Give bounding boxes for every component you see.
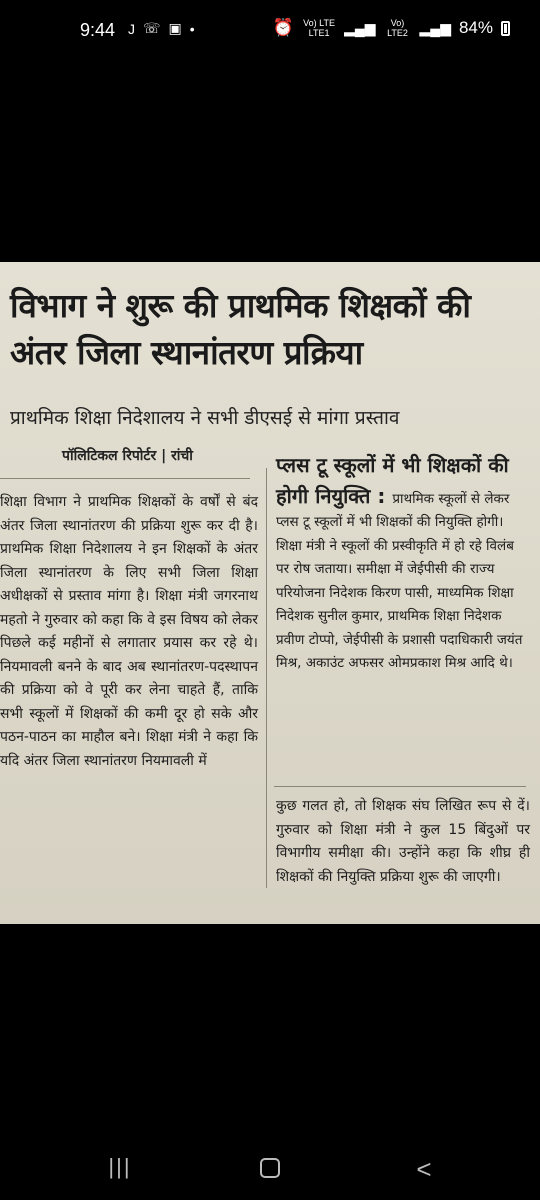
newspaper-photo[interactable] bbox=[0, 262, 540, 924]
notification-icons bbox=[128, 20, 195, 37]
signal-icon-2: ▂▄▆ bbox=[419, 19, 451, 36]
whatsapp-icon: ☏ bbox=[143, 20, 161, 36]
article-right-column-top bbox=[276, 450, 530, 676]
article-subheadline: प्राथमिक शिक्षा निदेशालय ने सभी डीएसई से मांगा प्रस्ताव bbox=[10, 407, 400, 429]
divider-right bbox=[274, 786, 526, 787]
right-column-heading: प्लस टू स्कूलों में भी शिक्षकों की होगी नियुक्ति : bbox=[276, 453, 509, 508]
back-button[interactable]: < bbox=[416, 1154, 432, 1184]
home-button[interactable] bbox=[250, 1154, 290, 1184]
home-icon bbox=[260, 1158, 280, 1178]
notification-app-icon: J bbox=[128, 20, 135, 37]
article-headline: विभाग ने शुरू की प्राथमिक शिक्षकों की अंतर जिला स्थानांतरण प्रक्रिया bbox=[10, 286, 471, 372]
battery-percent: 84% bbox=[458, 18, 493, 37]
more-notifications-dot-icon: • bbox=[189, 20, 195, 37]
status-bar bbox=[0, 0, 540, 62]
status-right bbox=[273, 18, 510, 38]
network-label-sim1: Vo) LTE LTE1 bbox=[303, 18, 335, 38]
network-label-sim2: Vo) LTE2 bbox=[387, 18, 408, 38]
newspaper-clipping bbox=[0, 262, 540, 924]
alarm-icon: ⏰ bbox=[272, 18, 295, 37]
status-time: 9:44 bbox=[80, 20, 116, 40]
signal-icon: ▂▄▆ bbox=[344, 19, 376, 36]
recents-button[interactable]: ||| bbox=[108, 1154, 132, 1179]
column-divider bbox=[266, 468, 267, 888]
article-byline: पॉलिटिकल रिपोर्टर | रांची bbox=[62, 448, 193, 464]
divider-left bbox=[0, 478, 250, 479]
navigation-bar bbox=[0, 1140, 540, 1200]
right-column-top-text: प्राथमिक स्कूलों से लेकर प्लस टू स्कूलों में भी शिक्षकों की नियुक्ति होगी। शिक्षा मंत्री ने स्कूलों की प्रस्वीकृति में हो रहे विलंब पर रोष जताया। समीक्षा में जेईपीसी की राज्य परियोजना निदेशक किरण पासी, माध्यमिक शिक्षा निदेशक सुनील कुमार, प्राथमिक शिक्षा निदेशक प्रवीण टोप्पो, जेईपीसी के प्रशासी पदाधिकारी जयंत मिश्र, अकाउंट अफसर ओमप्रकाश मिश्र आदि थे। bbox=[276, 490, 523, 671]
battery-icon bbox=[501, 21, 510, 36]
article-left-column: शिक्षा विभाग ने प्राथमिक शिक्षकों के वर्षों से बंद अंतर जिला स्थानांतरण की प्रक्रिया शुरू कर दी है। प्राथमिक शिक्षा निदेशालय ने इन शिक्षकों के अंतर जिला स्थानांतरण के लिए सभी जिला शिक्षा अधीक्षकों से प्रस्ताव मांगा है। शिक्षा मंत्री जगरनाथ महतो ने गुरुवार को कहा कि वे इस विषय को लेकर पिछले कई महीनों से लगातार प्रयास कर रहे थे। नियमावली बनने के बाद अब स्थानांतरण-पदस्थापन की प्रक्रिया को वे पूरी कर लेना चाहते हैं, ताकि सभी स्कूलों में शिक्षकों की कमी दूर हो सके और पठन-पाठन का माहौल बने। शिक्षा मंत्री ने कहा कि यदि अंतर जिला स्थानांतरण नियमावली में bbox=[0, 494, 258, 769]
news-app-icon: ▣ bbox=[168, 20, 182, 36]
article-right-column-bottom: कुछ गलत हो, तो शिक्षक संघ लिखित रूप से दें। गुरुवार को शिक्षा मंत्री ने कुल 15 बिंदुओं पर विभागीय समीक्षा की। उन्होंने कहा कि शीघ्र ही शिक्षकों की नियुक्ति प्रक्रिया शुरू की जाएगी। bbox=[276, 798, 530, 885]
